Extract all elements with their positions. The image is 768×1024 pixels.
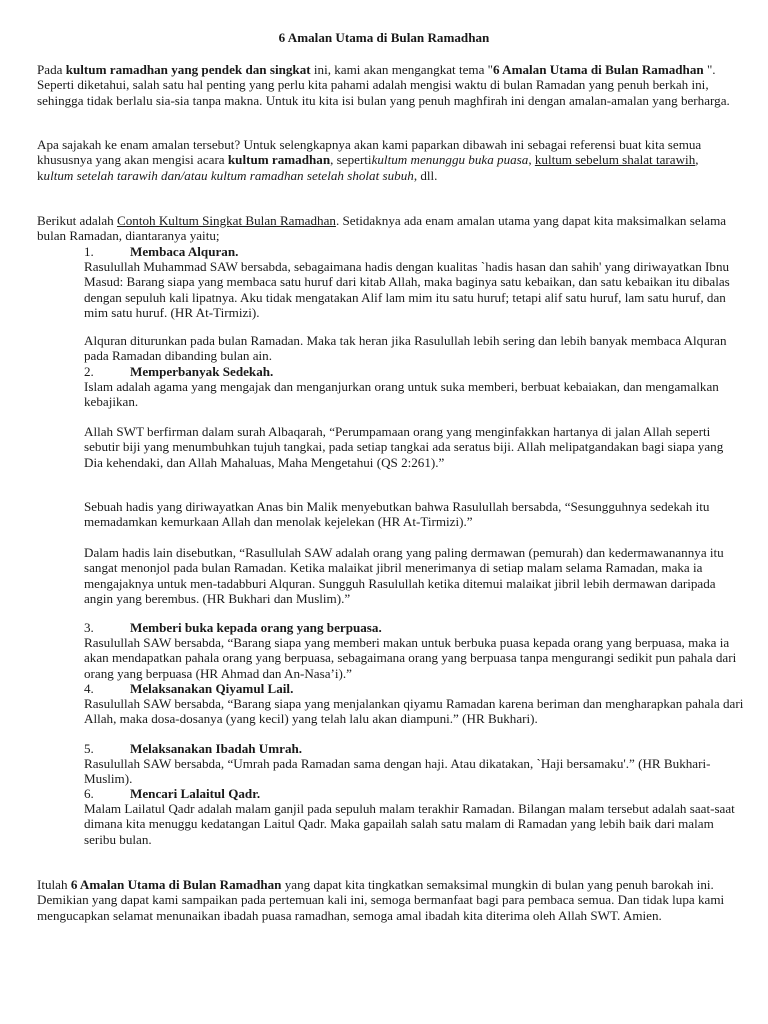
question-paragraph [37,137,731,183]
closing-text-2: yang dapat kita tingkatkan semaksimal mungkin di bulan yang penuh barokah ini. Demikian yang dapat kami sampaikan pada pertemuan kali ini, semoga bermanfaat bagi para pembaca semua. Dan tidak lupa kami mengucapkan selamat menunaikan ibadah puasa ramadhan, semoga amal ibadah kita diterima oleh Allah SWT. Amien. [37,877,725,923]
intro-paragraph [37,62,731,108]
item-5-heading: Melaksanakan Ibadah Umrah. [130,741,303,756]
intro-text-2: ini, kami akan mengangkat tema " [310,62,494,77]
closing-text-1: Itulah [37,877,71,892]
lead-paragraph [37,213,731,244]
item-2-para-4: Dalam hadis lain disebutkan, “Rasullulah SAW adalah orang yang paling dermawan (pemurah) dan kedermawanannya itu sangat menonjol pada bulan Ramadan. Ketika malaikat jibril menerimanya di setiap malam selama Ramadan, maka ia mengajaknya untuk men-tadabburi Alquran. Sungguh Rasulullah ketika ditemui malaikat jibril lebih dermawan daripada angin yang berembus. (HR Bukhari dan Muslim).” [84,545,724,607]
item-6-number: 6. [84,786,94,801]
lead-text-2: . Setidaknya ada enam amalan utama yang dapat kita maksimalkan selama bulan Ramadan, diantaranya yaitu; [37,213,727,244]
item-5-para-1: Rasulullah SAW bersabda, “Umrah pada Ramadan sama dengan haji. Atau dikatakan, `Haji bersamaku'.” (HR Bukhari-Muslim). [84,756,711,787]
question-italic-2: ultum setelah tarawih dan/atau kultum ramadhan setelah sholat subuh [43,167,414,183]
question-text-2: , seperti [330,152,372,168]
item-1-para-2: Alquran diturunkan pada bulan Ramadan. Maka tak heran jika Rasulullah lebih sering dan lebih banyak membaca Alquran pada Ramadan dibanding bulan ain. [84,333,727,364]
closing-paragraph [37,877,731,923]
item-2-para-2: Allah SWT berfirman dalam surah Albaqarah, “Perumpamaan orang yang menginfakkan hartanya di jalan Allah seperti sebutir biji yang menumbuhkan tujuh tangkai, pada setiap tangkai ada seratus biji. Allah melipatgandakan bagi siapa yang Dia kehendaki, dan Allah Mahaluas, Maha Mengetahui (QS 2:261).” [84,424,724,470]
question-bold-1: kultum ramadhan [227,152,331,168]
intro-text-1: Pada [37,62,66,77]
document-title: 6 Amalan Utama di Bulan Ramadhan [278,30,490,45]
item-1-heading: Membaca Alquran. [130,244,239,259]
item-2-number: 2. [84,364,94,379]
question-text-1: Apa sajakah ke enam amalan tersebut? Untuk selengkapnya akan kami paparkan dibawah ini sebagai referensi buat kita semua khususnya yang akan mengisi acara [37,137,702,168]
item-3-heading: Memberi buka kepada orang yang berpuasa. [130,620,382,635]
closing-bold-1: 6 Amalan Utama di Bulan Ramadhan [70,877,282,892]
item-1-para-1: Rasulullah Muhammad SAW bersabda, sebagaimana hadis dengan kualitas `hadis hasan dan sahih' yang diriwayatkan Ibnu Masud: Barang siapa yang membaca satu huruf dari kitab Allah, maka baginya satu kebaikan, dan satu kebaikan itu dibalas dengan sepuluh kali lipatnya. Aku tidak mengatakan Alif lam mim itu satu huruf; tetapi alif satu huruf, lam satu huruf, dan mim satu huruf. (HR At-Tirmizi). [84,259,730,321]
item-3-para-1: Rasulullah SAW bersabda, “Barang siapa yang memberi makan untuk berbuka puasa kepada orang yang berpuasa, maka ia akan mendapatkan pahala orang yang berpuasa, sebagaimana orang yang berpuasa tanpa mengurangi sedikit pun pahala dari orang yang berpuasa (HR Ahmad dan An-Nasa’i).” [84,635,737,681]
intro-text-3: ". Seperti diketahui, salah satu hal penting yang perlu kita pahami adalah mengisi waktu di bulan Ramadan yang penuh berkah ini, sehingga tidak berlalu sia-sia tanpa makna. Untuk itu kita isi bulan yang penuh maghfirah ini dengan amalan-amalan yang berharga. [37,62,730,108]
item-6-para-1: Malam Lailatul Qadr adalah malam ganjil pada sepuluh malam terakhir Ramadan. Bilangan malam tersebut adalah saat-saat dimana kita menuggu kedatangan Laitul Qadr. Maka gapailah salah satu malam di Ramadan yang lebih baik dari malam seribu bulan. [84,801,735,847]
intro-bold-2: 6 Amalan Utama di Bulan Ramadhan [493,62,704,77]
question-text-4: , k [37,152,699,183]
item-2-para-3: Sebuah hadis yang diriwayatkan Anas bin Malik menyebutkan bahwa Rasulullah bersabda, “Sesungguhnya sedekah itu memadamkan kemurkaan Allah dan menolak kejelekan (HR At-Tirmizi).” [84,499,710,530]
lead-text-1: Berikut adalah [37,213,117,228]
question-underline-1: kultum sebelum shalat tarawih [534,152,696,168]
item-2-para-1: Islam adalah agama yang mengajak dan menganjurkan orang untuk suka memberi, berbuat kebaiakan, dan mengamalkan kebajikan. [84,379,719,410]
item-4-heading: Melaksanakan Qiyamul Lail. [130,681,294,696]
item-4-number: 4. [84,681,94,696]
item-4-para-1: Rasulullah SAW bersabda, “Barang siapa yang menjalankan qiyamu Ramadan karena beriman dan mengharapkan pahala dari Allah, maka dosa-dosanya (yang kecil) yang telah lalu akan diampuni.” (HR Bukhari). [84,696,744,727]
item-2-heading: Memperbanyak Sedekah. [130,364,274,379]
item-5-number: 5. [84,741,94,756]
question-italic-1: kultum menunggu buka puasa [371,152,529,168]
item-6-heading: Mencari Lalaitul Qadr. [130,786,261,801]
question-text-3: , [528,152,535,168]
lead-underline-1: Contoh Kultum Singkat Bulan Ramadhan [117,213,336,228]
item-3-number: 3. [84,620,94,635]
item-1-number: 1. [84,244,94,259]
question-text-5: , dll. [413,167,438,183]
intro-bold-1: kultum ramadhan yang pendek dan singkat [65,62,311,77]
